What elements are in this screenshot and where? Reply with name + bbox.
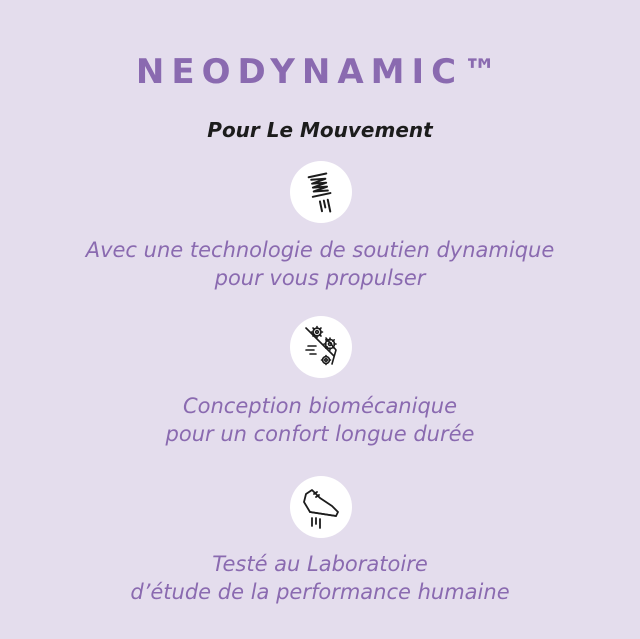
- running-shoe-icon-badge: [290, 476, 352, 538]
- gear-joint-icon: [290, 316, 352, 378]
- gear-joint-icon-badge: [290, 316, 352, 378]
- feature-support-line2: pour vous propulser: [214, 266, 426, 290]
- feature-lab-tested-line2: d’étude de la performance humaine: [130, 580, 510, 604]
- spring-icon: [290, 161, 352, 223]
- feature-lab-tested-line1: Testé au Laboratoire: [212, 552, 428, 576]
- feature-biomechanical-line1: Conception biomécanique: [182, 394, 458, 418]
- feature-lab-tested: [0, 550, 640, 606]
- running-shoe-icon: [290, 476, 352, 538]
- feature-support-line1: Avec une technologie de soutien dynamique: [85, 238, 555, 262]
- feature-support: [0, 236, 640, 292]
- feature-biomechanical-line2: pour un confort longue durée: [165, 422, 475, 446]
- spring-icon-badge: [290, 161, 352, 223]
- subtitle: Pour Le Mouvement: [207, 118, 433, 142]
- brand-title: NEODYNAMIC™: [135, 52, 505, 92]
- feature-biomechanical: [0, 392, 640, 448]
